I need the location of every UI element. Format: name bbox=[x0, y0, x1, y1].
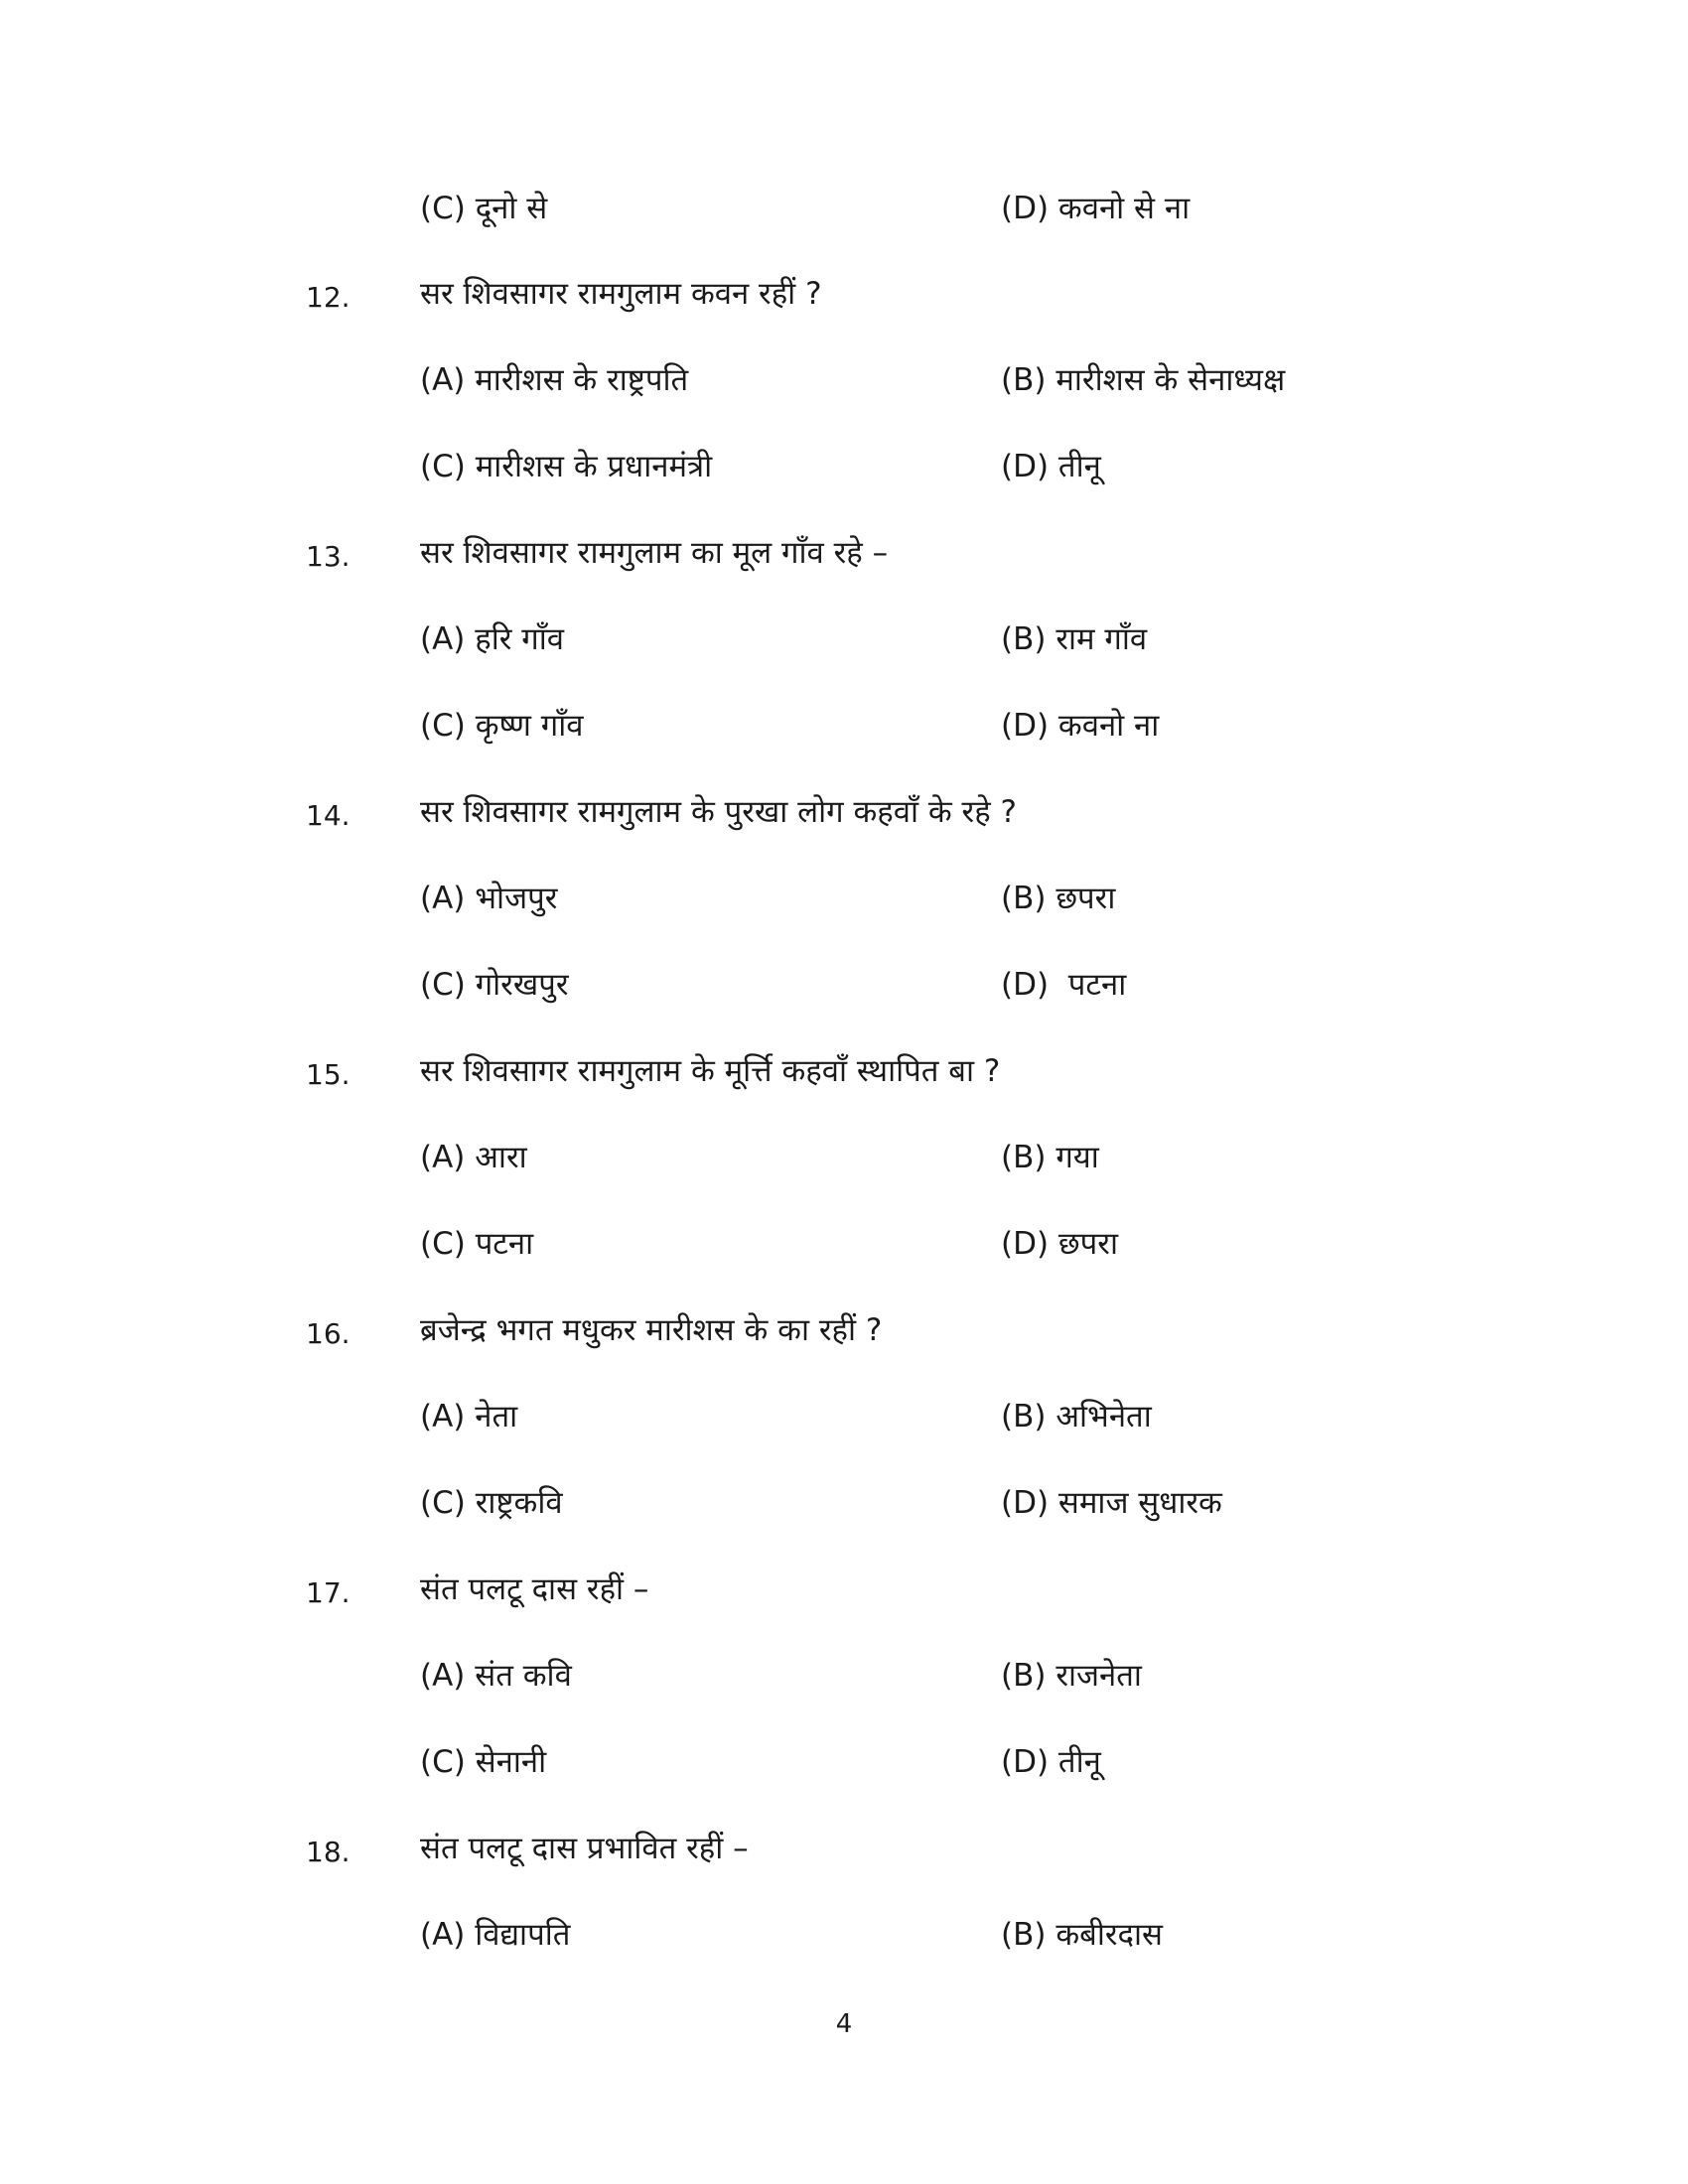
question-text: सर शिवसागर रामगुलाम का मूल गाँव रहे – bbox=[420, 535, 889, 571]
option-b: (B) अभिनेता bbox=[1001, 1399, 1152, 1434]
option-b: (B) राजनेता bbox=[1001, 1658, 1142, 1694]
page-number: 4 bbox=[835, 2009, 853, 2039]
option-b: (B) गया bbox=[1001, 1140, 1099, 1175]
question-number: 15. bbox=[306, 1058, 351, 1091]
option-c: (C) दूनो से bbox=[420, 191, 548, 226]
question-text: संत पलटू दास रहीं – bbox=[420, 1571, 649, 1607]
option-a: (A) नेता bbox=[420, 1399, 518, 1434]
option-d: (D) पटना bbox=[1001, 967, 1127, 1003]
option-d: (D) कवनो से ना bbox=[1001, 191, 1191, 226]
option-c: (C) सेनानी bbox=[420, 1744, 547, 1780]
question-number: 16. bbox=[306, 1317, 351, 1350]
option-c: (C) राष्ट्रकवि bbox=[420, 1485, 563, 1521]
question-text: सर शिवसागर रामगुलाम के पुरखा लोग कहवाँ के रहे ? bbox=[420, 794, 1017, 830]
option-d: (D) तीनू bbox=[1001, 1744, 1101, 1780]
option-a: (A) विद्यापति bbox=[420, 1917, 571, 1953]
option-a: (A) आरा bbox=[420, 1140, 527, 1175]
option-b: (B) राम गाँव bbox=[1001, 621, 1148, 657]
option-d: (D) तीनू bbox=[1001, 449, 1101, 484]
question-number: 14. bbox=[306, 799, 351, 832]
option-c: (C) गोरखपुर bbox=[420, 967, 569, 1003]
option-c: (C) कृष्ण गाँव bbox=[420, 708, 584, 744]
option-b: (B) छपरा bbox=[1001, 881, 1116, 916]
option-a: (A) हरि गाँव bbox=[420, 621, 565, 657]
question-number: 18. bbox=[306, 1836, 351, 1868]
option-b: (B) कबीरदास bbox=[1001, 1917, 1163, 1953]
question-text: संत पलटू दास प्रभावित रहीं – bbox=[420, 1831, 749, 1866]
option-a: (A) संत कवि bbox=[420, 1658, 572, 1694]
option-d: (D) छपरा bbox=[1001, 1226, 1118, 1262]
question-number: 17. bbox=[306, 1576, 351, 1609]
option-c: (C) मारीशस के प्रधानमंत्री bbox=[420, 449, 713, 484]
question-number: 13. bbox=[306, 540, 351, 573]
question-text: सर शिवसागर रामगुलाम के मूर्त्ति कहवाँ स्थापित बा ? bbox=[420, 1053, 1001, 1089]
option-a: (A) भोजपुर bbox=[420, 881, 558, 916]
question-number: 12. bbox=[306, 281, 351, 314]
option-a: (A) मारीशस के राष्ट्रपति bbox=[420, 362, 689, 398]
option-c: (C) पटना bbox=[420, 1226, 534, 1262]
question-text: सर शिवसागर रामगुलाम कवन रहीं ? bbox=[420, 276, 822, 312]
option-d: (D) समाज सुधारक bbox=[1001, 1485, 1222, 1521]
question-text: ब्रजेन्द्र भगत मधुकर मारीशस के का रहीं ? bbox=[420, 1312, 883, 1348]
option-d: (D) कवनो ना bbox=[1001, 708, 1160, 744]
option-b: (B) मारीशस के सेनाध्यक्ष bbox=[1001, 362, 1286, 398]
